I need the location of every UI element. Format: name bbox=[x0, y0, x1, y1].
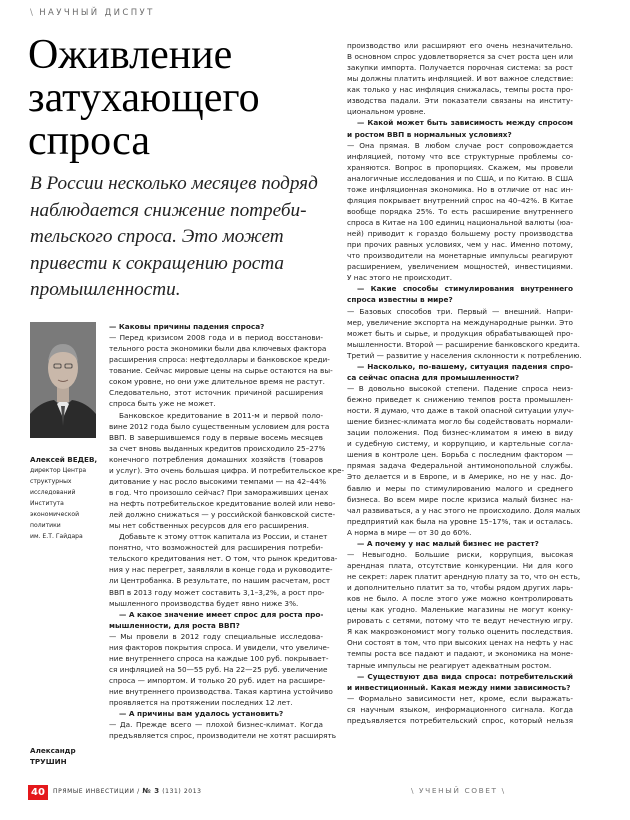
title-line: спроса bbox=[28, 118, 150, 164]
section-rubric bbox=[30, 8, 155, 18]
lead-line: тельского спроса. Это может bbox=[30, 226, 284, 248]
text-line: ВВП. В завершившемся году в первые восемь месяцев bbox=[109, 432, 323, 442]
author-name-line: Александр bbox=[30, 746, 76, 755]
text-line: спроса — импортом. И только 20 руб. идет на расшире- bbox=[109, 676, 326, 685]
title-line: затухающего bbox=[28, 75, 260, 121]
title-line: Оживление bbox=[28, 32, 233, 78]
rubric-separator: \ bbox=[30, 8, 36, 18]
paragraph bbox=[109, 410, 345, 532]
question bbox=[109, 321, 323, 332]
text-line: У нас этого не происходит. bbox=[347, 273, 453, 283]
paragraph bbox=[347, 306, 582, 361]
text-line: тельского кредитования нет. О том, что рынок кредитова- bbox=[109, 554, 338, 564]
author-name: Алексей ВЕДЕВ, bbox=[30, 455, 98, 464]
text-line: А норма в мире — от 30 до 60%. bbox=[347, 527, 472, 537]
text-line: бавлю и меры по стимулированию малого и среднего bbox=[347, 483, 573, 493]
text-line: — Перед кризисом 2008 года и в период восстанови- bbox=[109, 333, 323, 343]
text-line: и судебную систему, и коррупцию, и картельные согла- bbox=[347, 439, 573, 449]
text-line: — Базовых способов три. Первый — внешний. Напри- bbox=[347, 306, 573, 316]
text-line: ВВП в 2013 году может составить 3,1–3,2%, а рост про- bbox=[109, 587, 325, 597]
text-column-2 bbox=[347, 40, 582, 726]
text-line: — Насколько, по-вашему, ситуация падения спро- bbox=[357, 361, 573, 371]
text-line: ности. Я думаю, что даже в такой опасной ситуации улуч- bbox=[347, 406, 574, 416]
portrait-graphic bbox=[30, 322, 96, 438]
text-line: бежно приведет к снижению темпов роста промышлен- bbox=[347, 395, 573, 404]
footer-rubric-end: \ bbox=[501, 786, 506, 795]
text-line: храняются. Вопрос в пропорциях. Скажем, мы провели bbox=[347, 162, 573, 172]
text-line: вине 2012 года было существенным условием для роста bbox=[109, 421, 330, 431]
text-line: бизнеса. Во всем мире после кризиса малый бизнес на- bbox=[347, 494, 573, 504]
footer-rubric-sep: \ bbox=[411, 786, 416, 795]
page-footer bbox=[0, 785, 630, 815]
text-line: — А какое значение имеет спрос для роста про- bbox=[119, 609, 324, 619]
author-caption-trushin bbox=[30, 745, 100, 767]
text-line: мышленности. Второй — расширение банковского кредита. bbox=[347, 339, 580, 349]
magazine-issue bbox=[53, 787, 202, 795]
paragraph bbox=[347, 549, 581, 671]
text-line: — Существуют два вида спроса: потребительский bbox=[357, 671, 573, 681]
text-line: ков не было. А после этого уже можно контролировать bbox=[347, 594, 573, 604]
text-line: тование. Сейчас мировые цены на сырье остаются на вы- bbox=[109, 366, 333, 376]
text-line: тоже инфляционная экономика. Но в отличие от нас ин- bbox=[347, 184, 573, 194]
text-line: предприятий как была на уровне 15–17%, так и осталась. bbox=[347, 516, 573, 526]
issue-number: № 3 bbox=[142, 787, 160, 795]
question bbox=[109, 609, 323, 631]
paragraph bbox=[109, 332, 333, 409]
text-line: понятно, что возможностей для расширения потреби- bbox=[109, 543, 323, 553]
text-line: са сейчас опасна для промышленности? bbox=[347, 372, 520, 382]
author-info-line: директор Центра bbox=[30, 467, 87, 474]
text-line: — Мы провели в 2012 году специальные исследова- bbox=[109, 631, 323, 641]
text-line: Я как макроэкономист могу только оценить последствия. bbox=[347, 627, 573, 637]
author-caption-vedev bbox=[30, 454, 100, 542]
text-line: тельного роста экономики были два ключевых фактора bbox=[109, 344, 327, 354]
text-line: Добавьте к этому отток капитала из России, и станет bbox=[119, 532, 328, 542]
text-line: спроса в Китае на 100 единиц национальной валюты (юа- bbox=[347, 218, 573, 227]
text-line: предъявляется потребительский спрос, который нельзя bbox=[347, 715, 573, 725]
question bbox=[347, 117, 573, 139]
text-line: цены как угодно. Маленькие магазины не могут конку- bbox=[347, 605, 573, 615]
text-line: ния у нас перегрет, заявляли в конце года и руководите- bbox=[109, 565, 333, 575]
text-line: расширения спроса: нефтедоллары и банковское креди- bbox=[109, 355, 330, 365]
text-line: — Да. Прежде всего — плохой бизнес-климат. Когда bbox=[109, 720, 323, 730]
question bbox=[347, 283, 573, 305]
paragraph bbox=[347, 140, 573, 284]
text-line: изводства падали. Эти показатели связаны на институ- bbox=[347, 96, 573, 106]
text-line: мы нет собственных ресурсов для его расширения. bbox=[109, 521, 309, 531]
question bbox=[347, 538, 573, 549]
text-line: темпы роста все падают и падают, и экономика на моне- bbox=[347, 649, 573, 659]
text-line: — В довольно высокой степени. Падение спроса неиз- bbox=[347, 383, 573, 393]
footer-rubric-label: УЧЕНЫЙ СОВЕТ bbox=[419, 786, 498, 795]
article-lead bbox=[30, 171, 330, 304]
text-line: — Формально зависимости нет, кроме, если выражать- bbox=[347, 693, 573, 703]
text-line: — Она прямая. В любом случае рост сопровождается bbox=[347, 140, 573, 150]
question bbox=[347, 671, 573, 693]
text-line: в год. Что произошло сейчас? При замораживших ценах bbox=[109, 487, 329, 497]
text-line: Третий — развитие у населения склонности к потреблению. bbox=[347, 350, 582, 360]
text-column-1 bbox=[109, 321, 345, 741]
text-line: лей должно снижаться — у российской банковской систе- bbox=[109, 510, 336, 520]
text-line: спроса быть уже не может. bbox=[109, 399, 216, 409]
lead-line: промышленности. bbox=[30, 279, 181, 301]
text-line: тарные импульсы не реагирует адекватным ростом. bbox=[347, 660, 552, 670]
text-line: — Какой может быть зависимость между спросом bbox=[357, 118, 573, 128]
text-line: ли Центробанка. В результате, по нашим расчетам, рост bbox=[109, 576, 331, 586]
author-name-line: ТРУШИН bbox=[30, 757, 67, 766]
author-photo bbox=[30, 322, 96, 438]
text-line: Следовательно, этот источник причиной расширения bbox=[109, 388, 323, 398]
text-line: ния факторов покрытия спроса. И увидели, что увеличе- bbox=[109, 642, 330, 652]
paragraph bbox=[347, 40, 573, 117]
paragraph bbox=[109, 531, 338, 608]
text-line: мышленного производства будет явно ниже 3%. bbox=[109, 598, 299, 608]
issue-details: (131) 2013 bbox=[159, 788, 202, 795]
text-line: ней) приводит к гораздо большему росту производства bbox=[347, 229, 573, 239]
rubric-label: НАУЧНЫЙ ДИСПУТ bbox=[39, 8, 155, 18]
article-title bbox=[28, 34, 328, 163]
lead-line: привести к сокращению роста bbox=[30, 252, 285, 274]
text-line: как только у нас инфляция снижалась, темпы роста про- bbox=[347, 85, 573, 95]
text-line: прямая задача Федеральной антимонопольной службы. bbox=[347, 461, 573, 471]
text-line: дитование у нас росло высокими темпами — на 42–44% bbox=[109, 476, 327, 486]
text-line: арендная плата, отсутствие конкуренции. Ни для кого bbox=[347, 560, 573, 570]
author-info-line: структурных bbox=[30, 478, 72, 485]
author-info-line: им. Е.Т. Гайдара bbox=[30, 533, 83, 540]
text-line: Это делается и в Европе, и в Америке, но не у нас. До- bbox=[347, 472, 573, 482]
paragraph bbox=[109, 719, 337, 741]
page-number: 40 bbox=[28, 785, 48, 800]
author-info-line: исследований bbox=[30, 489, 76, 496]
paragraph bbox=[347, 693, 573, 726]
text-line: зации положения. Под бизнес-климатом я имею в виду bbox=[347, 428, 573, 438]
text-line: при прочих равных условиях, чем у нас. Именно потому, bbox=[347, 240, 573, 250]
text-line: ся инфляцией на 50—55 руб. На 22—25 руб. увеличение bbox=[109, 664, 328, 674]
lead-line: В России несколько месяцев подряд bbox=[30, 173, 318, 194]
text-line: Банковское кредитование в 2011-м и первой поло- bbox=[119, 410, 323, 420]
question bbox=[109, 708, 323, 719]
text-line: за счет вновь выданных кредитов происходило 25–27% bbox=[109, 443, 326, 453]
text-line: проявляется на протяжении последних 12 лет. bbox=[109, 698, 293, 708]
text-line: циональном уровне. bbox=[347, 107, 426, 117]
text-line: производство или расширяют его очень незначительно. bbox=[347, 41, 573, 50]
text-line: — Невыгодно. Большие риски, коррупция, высокая bbox=[347, 549, 573, 559]
lead-line: наблюдается снижение потреби- bbox=[30, 199, 307, 221]
text-line: мышленности, для роста ВВП? bbox=[109, 620, 240, 630]
text-line: и инвестиционный. Какая между ними зависимость? bbox=[347, 682, 571, 692]
text-line: что производители на монетарные импульсы реагируют bbox=[347, 251, 573, 261]
paragraph bbox=[109, 631, 333, 708]
text-line: может быть и сырье, и продукция обрабатывающей про- bbox=[347, 328, 573, 338]
text-line: чал развиваться, а у нас этого не происходило. Доля малых bbox=[347, 505, 581, 515]
text-line: мер, увеличение экспорта на международные рынки. Это bbox=[347, 317, 573, 327]
text-line: вообще порядка 25%. То есть расширение внутреннего bbox=[347, 206, 573, 216]
text-line: инфляцией, потому что все структурные проблемы со- bbox=[347, 151, 573, 161]
text-line: — А причины вам удалось установить? bbox=[119, 709, 284, 719]
author-info-line: экономической bbox=[30, 511, 80, 518]
text-line: В основном спрос удовлетворяется за счет роста цен или bbox=[347, 52, 573, 62]
question bbox=[347, 361, 573, 383]
text-line: и услуг). Это очень большая цифра. И потребительское кре- bbox=[109, 465, 345, 475]
footer-rubric bbox=[411, 786, 506, 795]
text-line: шение бизнес-климата могло бы содействовать нормали- bbox=[347, 417, 573, 427]
author-info-line: Института bbox=[30, 500, 64, 507]
text-line: ся научным языком, информационного сигнала. Когда bbox=[347, 704, 573, 714]
text-line: шения в контроле цен. Борьба с последним фактором — bbox=[347, 450, 573, 460]
text-line: и ростом ВВП в нормальных условиях? bbox=[347, 129, 512, 139]
author-info-line: политики bbox=[30, 522, 61, 529]
text-line: и дополнительно платит за то, чтобы рядом других ларь- bbox=[347, 583, 573, 593]
issue-separator: / bbox=[134, 788, 143, 795]
text-line: спроса известны в мире? bbox=[347, 295, 453, 305]
text-line: мы должны платить инфляцией. И вот важное следствие: bbox=[347, 74, 574, 84]
text-line: не секрет: ларек платит арендную плату за то, что он есть, bbox=[347, 572, 581, 581]
text-line: — А почему у нас малый бизнес не растет? bbox=[357, 538, 539, 548]
text-line: соком уровне, но они уже длительное время не растут. bbox=[109, 377, 326, 387]
text-line: ние внутреннего производства. Такая картина устойчиво bbox=[109, 687, 333, 697]
text-line: — Каковы причины падения спроса? bbox=[109, 322, 265, 331]
text-line: предъявляется спрос, производители не хотят расширять bbox=[109, 731, 337, 741]
text-line: Они состоят в том, что при высоких ценах на нефть у нас bbox=[347, 638, 573, 648]
text-line: аналогичные исследования и по США, и по Китаю. В США bbox=[347, 173, 573, 183]
text-line: закупки импорта. Получается порочная система: за рост bbox=[347, 63, 573, 73]
text-line: — Какие способы стимулирования внутреннего bbox=[357, 284, 573, 294]
text-line: конечного потребления домашних хозяйств (товаров bbox=[109, 454, 323, 464]
text-line: на нефть потребительское кредитование волей или нево- bbox=[109, 499, 336, 508]
text-line: расширением, увеличением мощностей, инвестициями. bbox=[347, 262, 573, 272]
text-line: ние внутреннего спроса на каждые 100 руб. покрывает- bbox=[109, 653, 329, 663]
magazine-name: ПРЯМЫЕ ИНВЕСТИЦИИ bbox=[53, 788, 135, 795]
text-line: рировать с сетями, потому что те ведут нечестную игру. bbox=[347, 616, 573, 626]
text-line: фляция покрывает внутренний спрос на 40–42%. В Китае bbox=[347, 195, 573, 205]
paragraph bbox=[347, 383, 581, 538]
